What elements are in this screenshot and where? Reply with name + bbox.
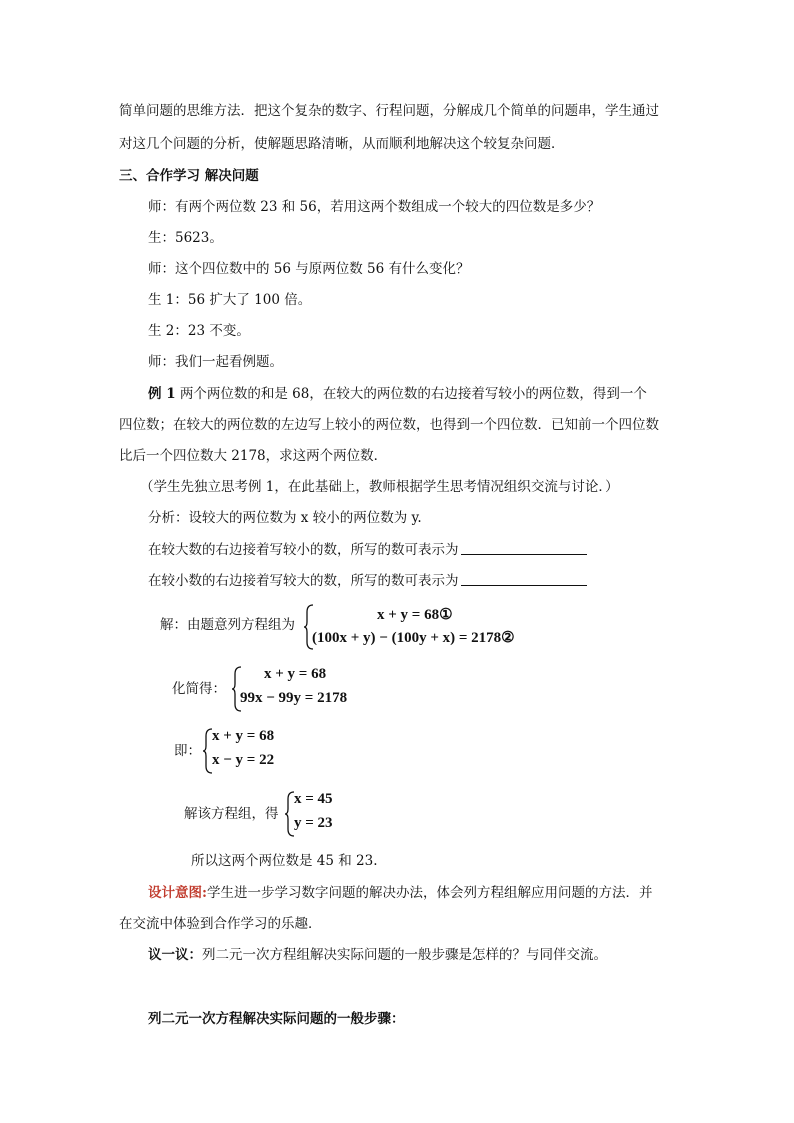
answer-blank[interactable] bbox=[461, 541, 587, 555]
section-heading: 三、合作学习 解决问题 bbox=[119, 168, 259, 184]
equation-1: x + y = 68 bbox=[212, 728, 275, 744]
example-label: 例 1 bbox=[148, 386, 176, 402]
example-note: （学生先独立思考例 1，在此基础上，教师根据学生思考情况组织交流与讨论．） bbox=[140, 479, 619, 495]
discussion-label: 议一议： bbox=[148, 947, 202, 963]
analysis-line: 分析：设较大的两位数为 x 较小的两位数为 y. bbox=[148, 510, 422, 526]
example-line-2: 四位数；在较大的两位数的左边写上较小的两位数，也得到一个四位数．已知前一个四位数 bbox=[119, 417, 659, 433]
equation-1: x = 45 bbox=[294, 791, 333, 807]
equation-2: (100x + y) − (100y + x) = 2178② bbox=[312, 630, 515, 646]
intro-line-2: 对这几个问题的分析，使解题思路清晰，从而顺利地解决这个较复杂问题． bbox=[119, 136, 565, 152]
dialogue-line: 生：5623。 bbox=[148, 230, 223, 246]
solution-step-label: 化简得： bbox=[172, 681, 226, 697]
dialogue-line: 师：我们一起看例题。 bbox=[148, 354, 283, 370]
conclusion: 所以这两个两位数是 45 和 23. bbox=[191, 853, 378, 869]
design-line-1: 设计意图:学生进一步学习数字问题的解决办法，体会列方程组解应用问题的方法．并 bbox=[148, 885, 653, 901]
equation-2: 99x − 99y = 2178 bbox=[240, 690, 348, 706]
solution-step-label: 解该方程组，得 bbox=[184, 806, 279, 822]
solution-step-label: 解：由题意列方程组为 bbox=[160, 617, 295, 633]
dialogue-line: 师：有两个两位数 23 和 56，若用这两个数组成一个较大的四位数是多少？ bbox=[148, 199, 601, 215]
fill-in-line-2: 在较小数的右边接着写较大的数，所写的数可表示为 bbox=[148, 571, 587, 591]
example-line-1: 例 1 两个两位数的和是 68，在较大的两位数的右边接着写较小的两位数，得到一个 bbox=[148, 386, 647, 402]
equation-2: y = 23 bbox=[294, 815, 333, 831]
fill-in-line-1: 在较大数的右边接着写较小的数，所写的数可表示为 bbox=[148, 540, 587, 560]
dialogue-line: 师：这个四位数中的 56 与原两位数 56 有什么变化？ bbox=[148, 261, 470, 277]
discussion: 议一议：列二元一次方程组解决实际问题的一般步骤是怎样的？与同伴交流。 bbox=[148, 947, 607, 963]
answer-blank[interactable] bbox=[461, 572, 587, 586]
steps-heading: 列二元一次方程解决实际问题的一般步骤： bbox=[148, 1011, 405, 1027]
equation-1: x + y = 68 bbox=[264, 666, 327, 682]
design-line-2: 在交流中体验到合作学习的乐趣． bbox=[119, 916, 322, 932]
example-line-3: 比后一个四位数大 2178，求这两个两位数． bbox=[119, 448, 388, 464]
design-label: 设计意图: bbox=[148, 885, 207, 901]
equation-2: x − y = 22 bbox=[212, 752, 275, 768]
dialogue-line: 生 2：23 不变。 bbox=[148, 323, 250, 339]
dialogue-line: 生 1：56 扩大了 100 倍。 bbox=[148, 292, 312, 308]
equation-1: x + y = 68① bbox=[377, 607, 453, 623]
intro-line-1: 简单问题的思维方法．把这个复杂的数字、行程问题，分解成几个简单的问题串，学生通过 bbox=[119, 103, 659, 119]
solution-step-label: 即： bbox=[174, 743, 201, 759]
